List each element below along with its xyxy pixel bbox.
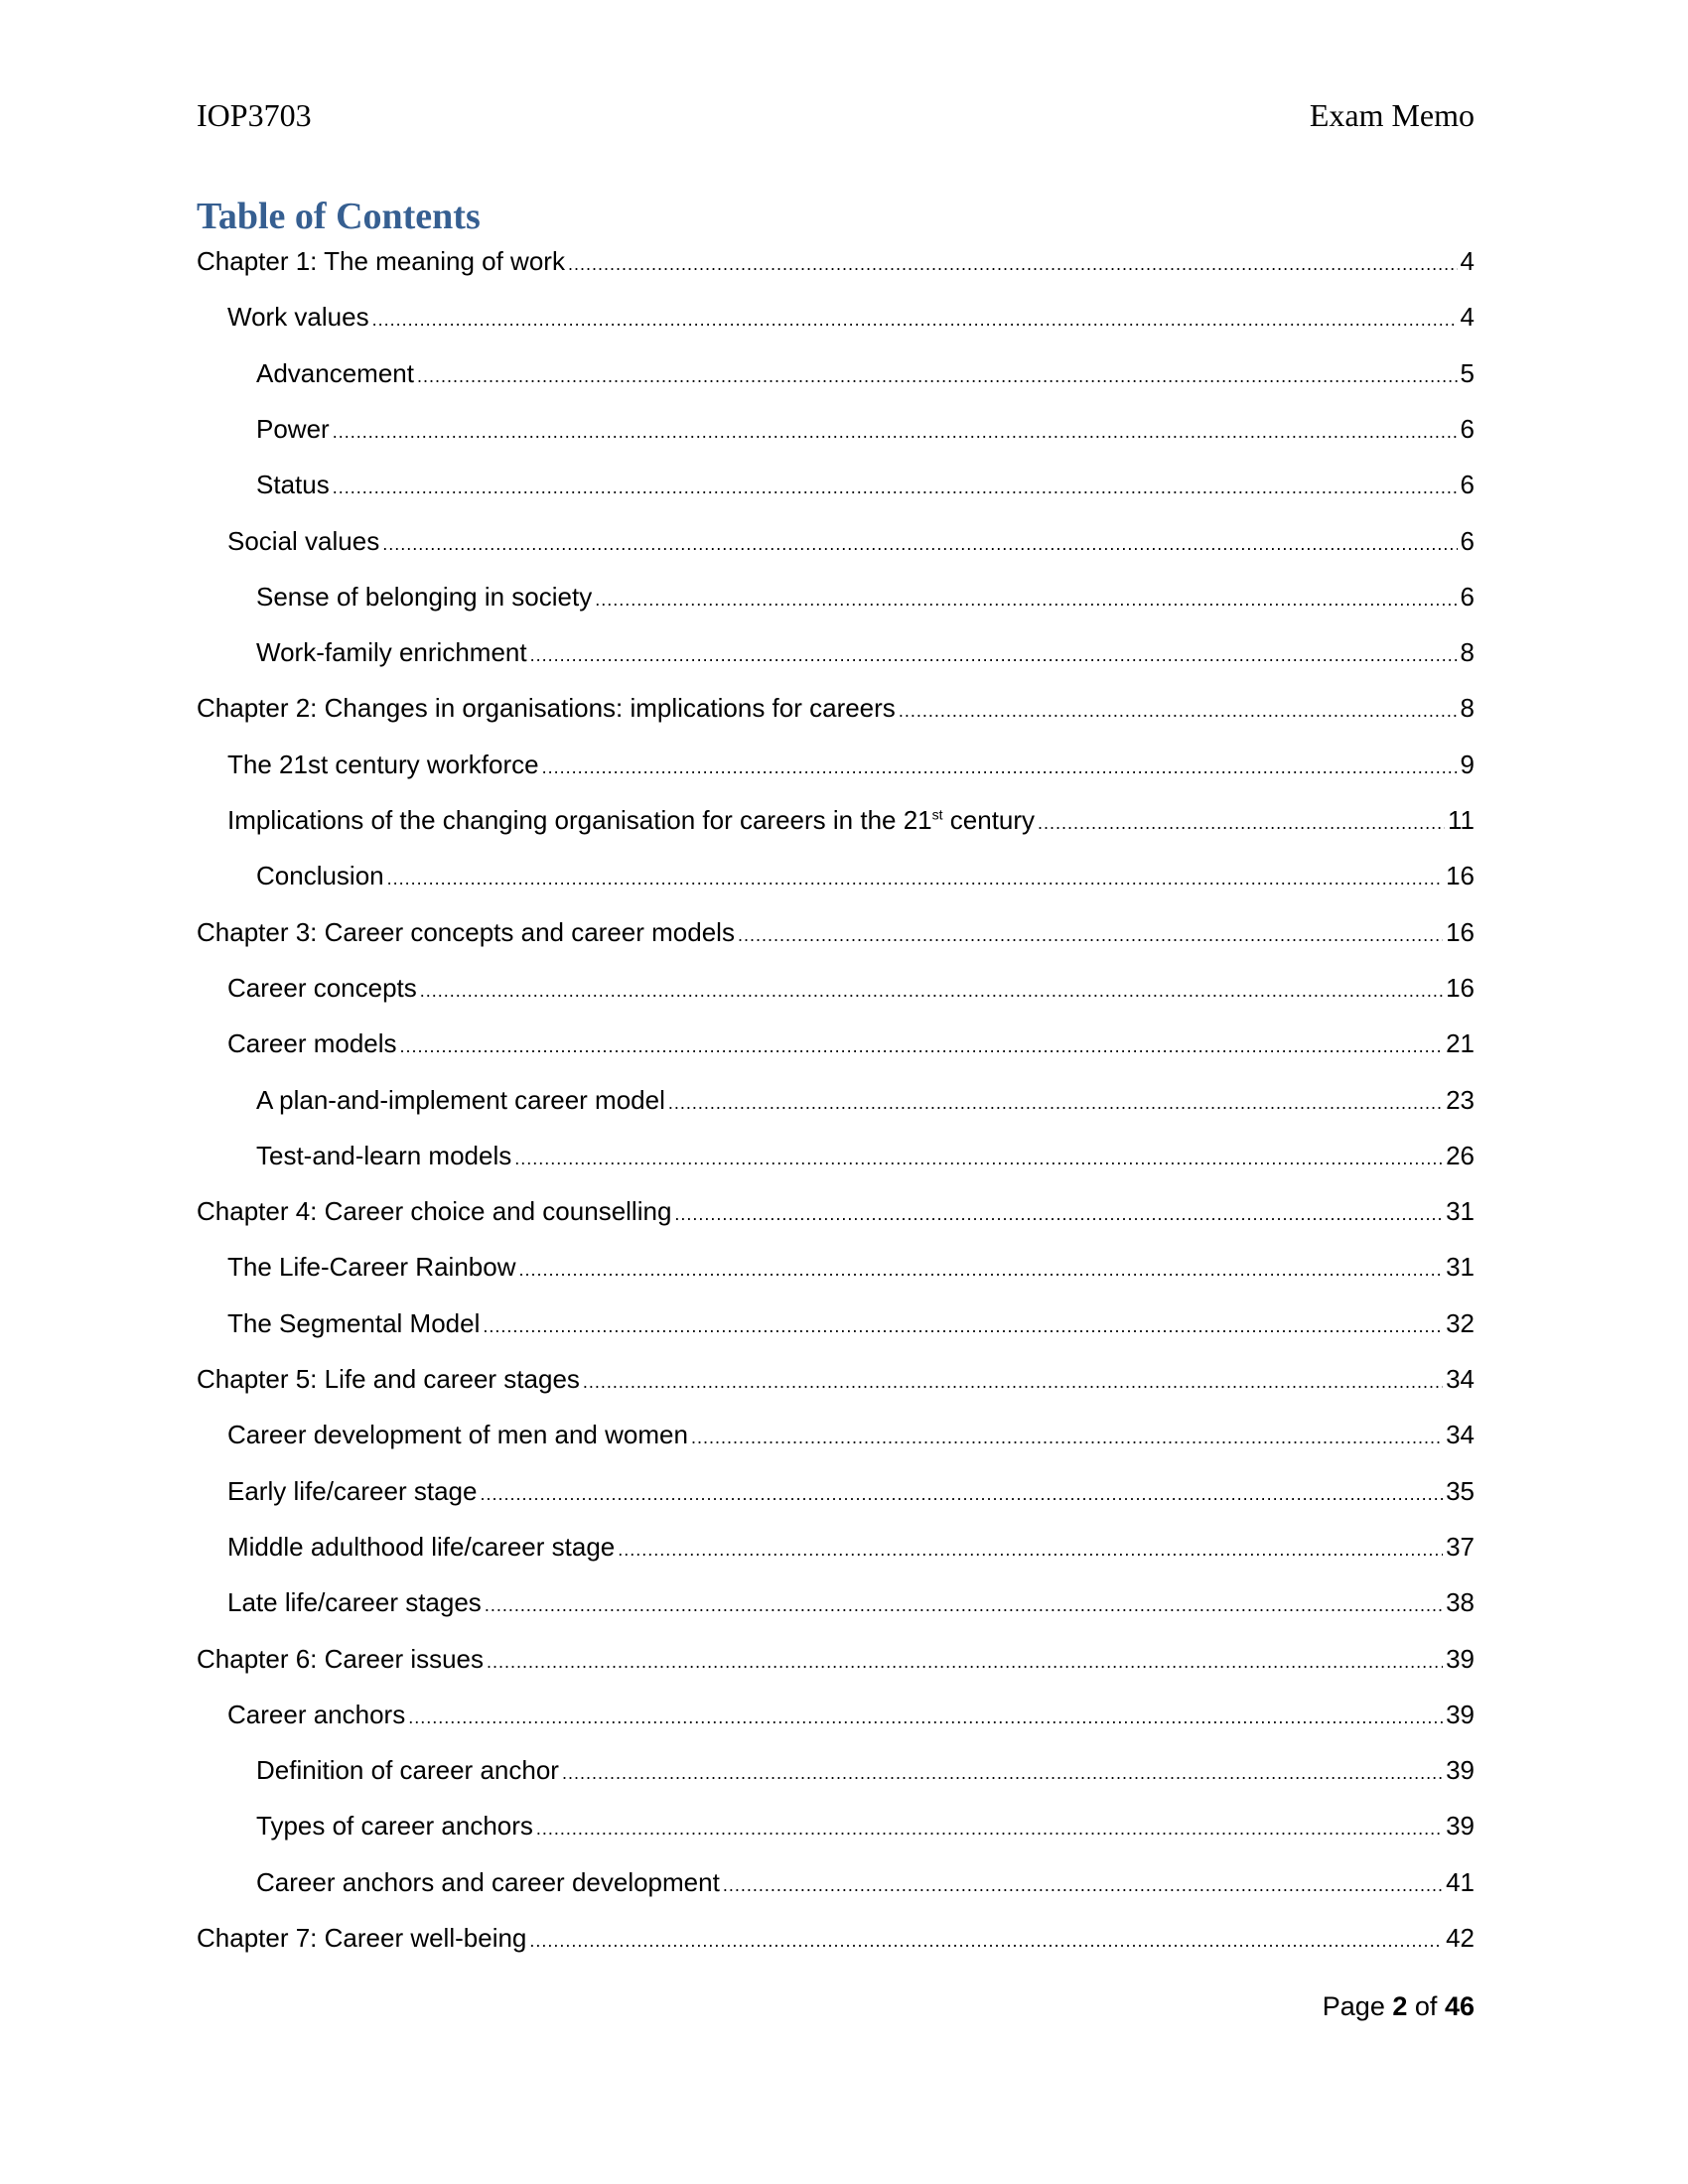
toc-entry-title: Definition of career anchor — [256, 1755, 559, 1786]
toc-entry-page: 6 — [1460, 525, 1475, 556]
toc-entry-page: 34 — [1446, 1420, 1475, 1450]
dot-leader — [1038, 813, 1445, 834]
toc-entry-page: 31 — [1446, 1196, 1475, 1227]
toc-entry-page: 6 — [1460, 581, 1475, 612]
toc-entry-title: Career development of men and women — [227, 1420, 688, 1450]
toc-entry[interactable] — [256, 414, 1475, 450]
toc-entry-page: 4 — [1460, 246, 1475, 276]
toc-entry-title: Social values — [227, 525, 380, 556]
dot-leader — [483, 1316, 1443, 1337]
toc-entry-page: 35 — [1446, 1475, 1475, 1506]
toc-entry[interactable] — [227, 526, 1475, 562]
page-number: Page 2 of 46 — [1322, 1991, 1475, 2021]
toc-entry[interactable] — [227, 302, 1475, 338]
toc-entry-title: Chapter 3: Career concepts and career models — [197, 916, 735, 947]
toc-entry-title: Chapter 5: Life and career stages — [197, 1364, 580, 1394]
toc-entry[interactable] — [197, 246, 1475, 282]
toc-entry-page: 34 — [1446, 1364, 1475, 1394]
dot-leader — [583, 1372, 1443, 1393]
toc-entry-page: 39 — [1446, 1699, 1475, 1729]
toc-entry-page: 21 — [1446, 1028, 1475, 1059]
toc-entry[interactable] — [256, 1811, 1475, 1846]
toc-entry-page: 39 — [1446, 1811, 1475, 1842]
toc-entry[interactable] — [197, 1196, 1475, 1232]
current-page: 2 — [1392, 1991, 1408, 2021]
toc-entry-title: Early life/career stage — [227, 1475, 478, 1506]
dot-leader — [530, 645, 1458, 666]
toc-entry[interactable] — [197, 1923, 1475, 1959]
toc-entry-page: 42 — [1446, 1923, 1475, 1953]
toc-entry-page: 11 — [1448, 805, 1475, 835]
toc-entry[interactable] — [197, 693, 1475, 729]
toc-entry-page: 32 — [1446, 1307, 1475, 1338]
toc-entry-title: Work-family enrichment — [256, 637, 527, 668]
toc-entry-title: Chapter 1: The meaning of work — [197, 246, 565, 276]
toc-entry-title: Chapter 4: Career choice and counselling — [197, 1196, 672, 1227]
toc-entry[interactable] — [197, 1644, 1475, 1680]
toc-entry-page: 26 — [1446, 1140, 1475, 1170]
header-course-code: IOP3703 — [197, 97, 312, 133]
dot-leader — [487, 1652, 1443, 1673]
toc-entry-title: A plan-and-implement career model — [256, 1084, 665, 1115]
toc-entry-title: Advancement — [256, 357, 414, 388]
toc-entry-title: Career models — [227, 1028, 397, 1059]
dot-leader — [691, 1428, 1443, 1448]
dot-leader — [382, 534, 1457, 555]
dot-leader — [568, 254, 1458, 275]
toc-entry[interactable] — [227, 1028, 1475, 1064]
toc-entry[interactable] — [256, 1085, 1475, 1121]
dot-leader — [333, 478, 1458, 498]
toc-entry-page: 6 — [1460, 413, 1475, 444]
dot-leader — [420, 981, 1443, 1002]
toc-entry-page: 16 — [1446, 916, 1475, 947]
toc-entry[interactable] — [227, 1420, 1475, 1455]
toc-entry-title: Conclusion — [256, 861, 384, 891]
toc-entry-page: 38 — [1446, 1587, 1475, 1618]
toc-entry-title: Late life/career stages — [227, 1587, 482, 1618]
toc-entry-page: 31 — [1446, 1252, 1475, 1283]
toc-entry[interactable] — [227, 1308, 1475, 1344]
toc-entry-page: 8 — [1460, 693, 1475, 724]
toc-entry-page: 16 — [1446, 861, 1475, 891]
total-pages: 46 — [1444, 1991, 1475, 2021]
dot-leader — [738, 925, 1443, 946]
toc-entry-title: The Segmental Model — [227, 1307, 481, 1338]
dot-leader — [723, 1875, 1443, 1896]
toc-entry-title: Middle adulthood life/career stage — [227, 1531, 616, 1562]
toc-entry-title: Chapter 2: Changes in organisations: implications for careers — [197, 693, 896, 724]
toc-entry-page: 39 — [1446, 1643, 1475, 1674]
toc-entry[interactable] — [227, 1476, 1475, 1512]
toc-entry[interactable] — [227, 1700, 1475, 1735]
toc-title: Table of Contents — [197, 196, 481, 237]
toc-entry[interactable] — [256, 1867, 1475, 1903]
dot-leader — [595, 590, 1457, 611]
toc-entry-title: Chapter 7: Career well-being — [197, 1923, 527, 1953]
dot-leader — [485, 1595, 1443, 1616]
toc-entry-title: Work values — [227, 302, 369, 333]
toc-entry-title: Career anchors and career development — [256, 1866, 720, 1897]
toc-entry[interactable] — [227, 973, 1475, 1009]
toc-entry[interactable] — [256, 358, 1475, 394]
toc-entry-page: 8 — [1460, 637, 1475, 668]
toc-entry[interactable] — [256, 1755, 1475, 1791]
toc-entry-title: Career concepts — [227, 972, 417, 1003]
toc-entry[interactable] — [227, 750, 1475, 785]
toc-entry-title: Status — [256, 470, 330, 500]
dot-leader — [536, 1819, 1443, 1840]
toc-entry[interactable] — [256, 582, 1475, 617]
toc-entry-title: The 21st century workforce — [227, 749, 539, 779]
toc-entry-page: 16 — [1446, 972, 1475, 1003]
toc-entry-page: 5 — [1460, 357, 1475, 388]
toc-entry[interactable] — [227, 1587, 1475, 1623]
toc-entry-page: 39 — [1446, 1755, 1475, 1786]
toc-entry[interactable] — [256, 637, 1475, 673]
toc-entry-title: Test-and-learn models — [256, 1140, 512, 1170]
dot-leader — [408, 1707, 1443, 1728]
toc-entry-page: 4 — [1460, 302, 1475, 333]
toc-entry-title: The Life-Career Rainbow — [227, 1252, 516, 1283]
dot-leader — [618, 1540, 1443, 1561]
toc-entry[interactable] — [197, 1364, 1475, 1400]
toc-entry[interactable] — [256, 861, 1475, 896]
dot-leader — [514, 1149, 1443, 1169]
toc-entry-page: 37 — [1446, 1531, 1475, 1562]
toc-entry[interactable] — [227, 805, 1475, 841]
header-doc-title: Exam Memo — [1309, 97, 1475, 133]
dot-leader — [417, 366, 1458, 387]
toc-entry-page: 6 — [1460, 470, 1475, 500]
toc-entry[interactable] — [227, 1252, 1475, 1288]
toc-entry-title: Types of career anchors — [256, 1811, 533, 1842]
toc-entry[interactable] — [256, 470, 1475, 505]
dot-leader — [529, 1931, 1443, 1952]
toc-entry-title: Career anchors — [227, 1699, 406, 1729]
toc-entry-title: Implications of the changing organisation for careers in the 21st century — [227, 805, 1036, 835]
dot-leader — [333, 422, 1458, 443]
dot-leader — [480, 1484, 1443, 1505]
toc-entry[interactable] — [256, 1141, 1475, 1176]
toc-entry-title: Chapter 6: Career issues — [197, 1643, 485, 1674]
toc-entry-page: 23 — [1446, 1084, 1475, 1115]
dot-leader — [387, 869, 1443, 889]
toc-entry-page: 9 — [1460, 749, 1475, 779]
toc-entry[interactable] — [197, 917, 1475, 953]
dot-leader — [518, 1260, 1443, 1281]
dot-leader — [674, 1204, 1443, 1225]
toc-entry[interactable] — [227, 1532, 1475, 1568]
toc-entry-page: 41 — [1446, 1866, 1475, 1897]
dot-leader — [400, 1036, 1444, 1057]
dot-leader — [542, 757, 1458, 778]
dot-leader — [668, 1093, 1443, 1114]
dot-leader — [372, 310, 1458, 331]
toc-entry-title: Power — [256, 413, 330, 444]
dot-leader — [899, 701, 1458, 722]
toc-entry-title: Sense of belonging in society — [256, 581, 593, 612]
dot-leader — [562, 1763, 1443, 1784]
